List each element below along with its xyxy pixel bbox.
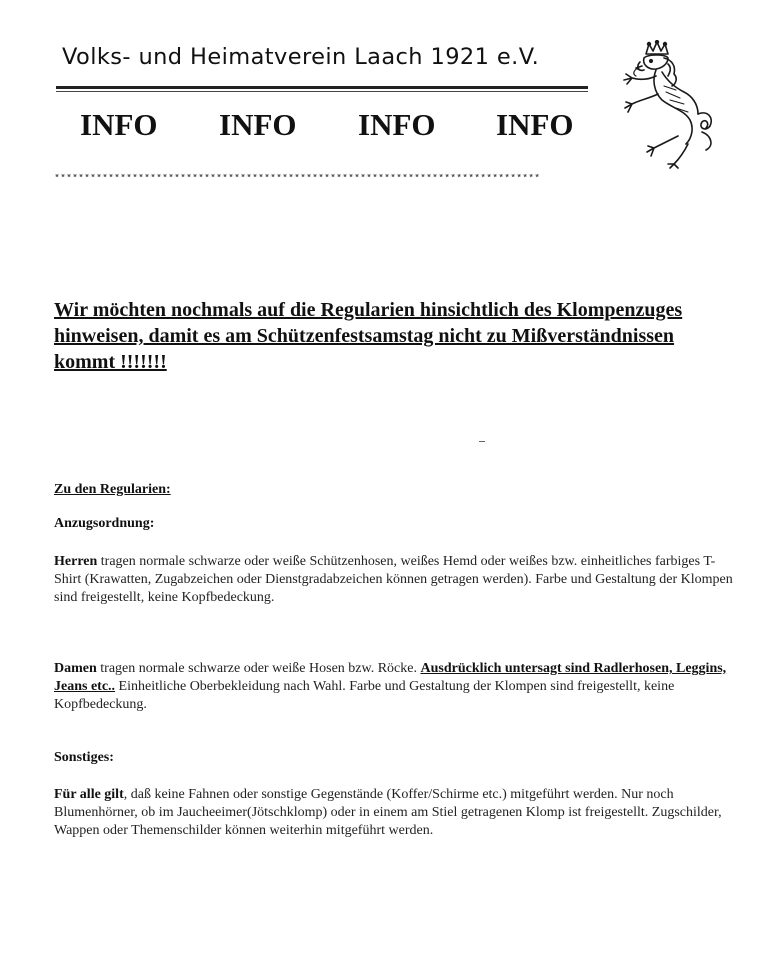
info-word-1: INFO	[80, 107, 158, 142]
herren-text: tragen normale schwarze oder weiße Schützenhosen, weißes Hemd oder weißes bzw. einheitliches farbiges T-Shirt (Krawatten, Zugabzeichen oder Dienstgradabzeichen können getragen werden). Farbe und Gestaltung der Klompen sind freigestellt, keine Kopfbedeckung.	[54, 554, 733, 605]
club-name: Volks- und Heimatverein Laach 1921 e.V.	[62, 44, 540, 70]
damen-text: tragen normale schwarze oder weiße Hosen bzw. Röcke.	[96, 661, 421, 676]
lion-crest-icon	[618, 40, 718, 170]
damen-rest: Einheitliche Oberbekleidung nach Wahl. Farbe und Gestaltung der Klompen sind freigestellt, keine Kopfbedeckung.	[54, 679, 675, 712]
header-rule-thick	[56, 86, 588, 89]
scan-mark	[479, 441, 485, 442]
alle-text: , daß keine Fahnen oder sonstige Gegenstände (Koffer/Schirme etc.) mitgeführt werden. Nur noch Blumenhörner, ob im Jaucheeimer(Jötschklomp) oder in einem am Stiel getragenen Klomp ist freigestellt. Zugschilder, Wappen oder Themenschilder können weiterhin mitgeführt werden.	[54, 787, 722, 838]
regularien-heading: Zu den Regularien:	[54, 482, 171, 497]
info-word-3: INFO	[358, 107, 436, 142]
herren-paragraph	[54, 553, 734, 607]
damen-paragraph	[54, 660, 734, 714]
damen-emphasis: Ausdrücklich untersagt sind Radlerhosen, Leggins, Jeans etc..	[54, 661, 727, 694]
anzugsordnung-heading: Anzugsordnung:	[54, 516, 155, 531]
headline: Wir möchten nochmals auf die Regularien hinsichtlich des Klompenzuges hinweisen, damit es am Schützenfestsamstag nicht zu Mißverständnissen kommt !!!!!!!	[54, 299, 683, 373]
star-separator: *********************************************************************************	[54, 174, 541, 185]
info-word-2: INFO	[219, 107, 297, 142]
herren-lead: Herren	[54, 554, 98, 569]
header-rule-thin	[56, 91, 588, 92]
alle-lead: Für alle gilt	[54, 787, 124, 802]
info-word-4: INFO	[496, 107, 574, 142]
damen-lead: Damen	[54, 661, 97, 676]
alle-paragraph	[54, 786, 734, 840]
sonstiges-heading: Sonstiges:	[54, 750, 114, 765]
